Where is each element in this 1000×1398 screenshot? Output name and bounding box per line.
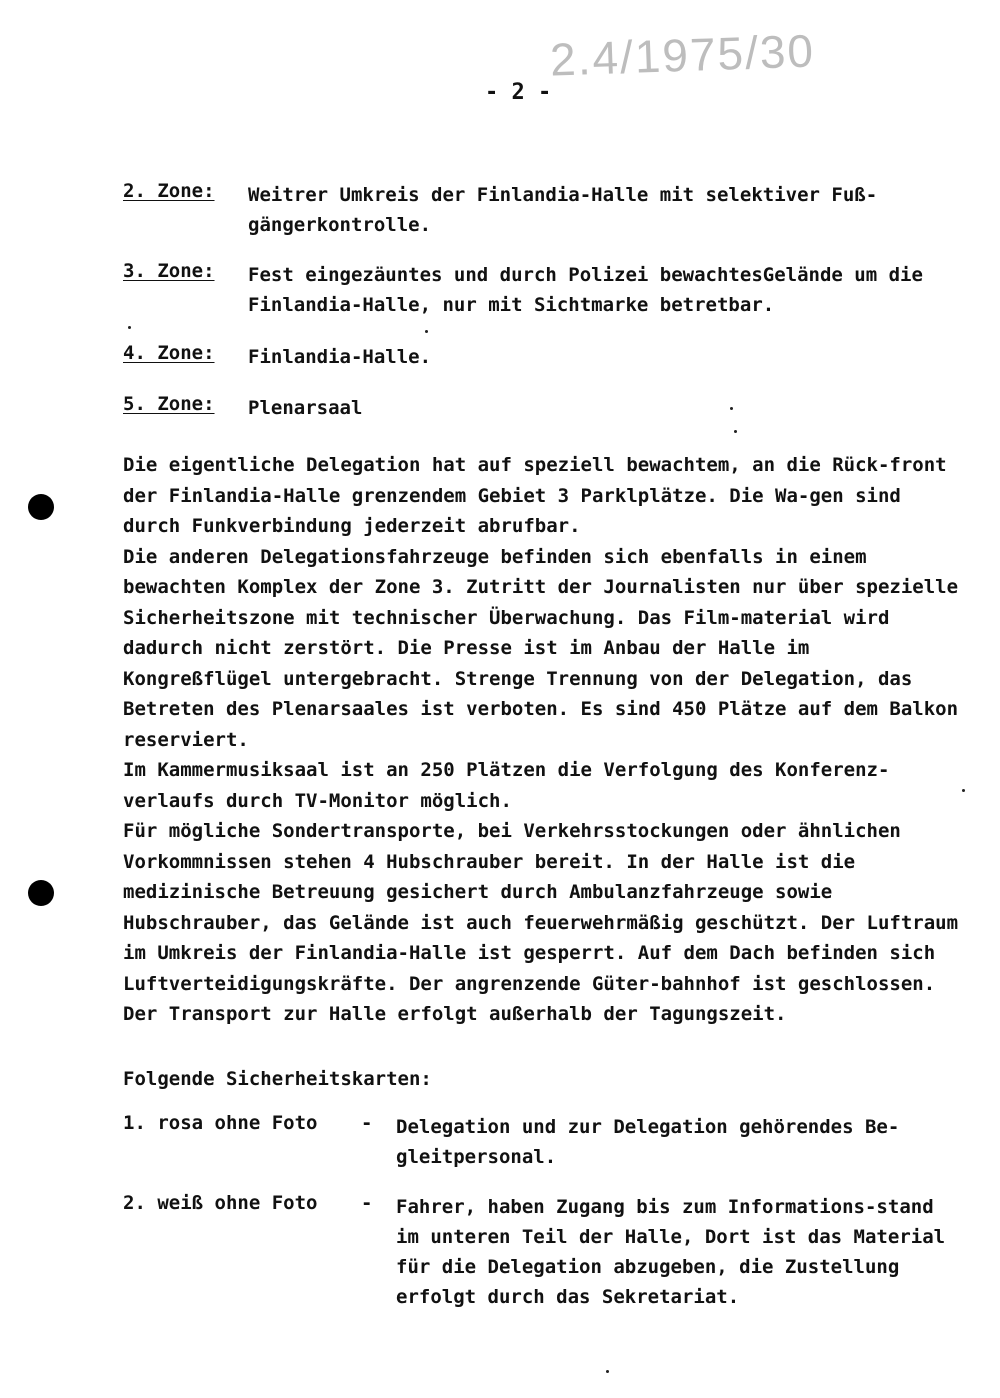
scan-speck	[128, 326, 131, 329]
zone-text: Finlandia-Halle.	[248, 346, 432, 368]
zone-text: Fest eingezäuntes und durch Polizei bewachtesGelände um die Finlandia-Halle, nur mit Sichtmarke betretbar.	[248, 264, 923, 316]
zone-label: 5. Zone:	[123, 393, 215, 415]
security-cards-heading: Folgende Sicherheitskarten:	[123, 1068, 432, 1090]
card-description: Fahrer, haben Zugang bis zum Informations-stand im unteren Teil der Halle, Dort ist das Material für die Delegation abzugeben, die Zustellung erfolgt durch das Sekretariat.	[396, 1196, 946, 1308]
paragraph-press: Die anderen Delegationsfahrzeuge befinden sich ebenfalls in einem bewachten Komplex der Zone 3. Zutritt der Journalisten nur über spezielle Sicherheitszone mit technischer Überwachung. Das Film-material wird dadurch nicht zerstört. Die Presse ist im Anbau der Halle im Kongreßflügel untergebracht. Strenge Trennung von der Delegation, das Betreten des Plenarsaales ist verboten. Es sind 450 Plätze auf dem Balkon reserviert.	[123, 545, 959, 751]
paragraph-transport-security: Für mögliche Sondertransporte, bei Verkehrsstockungen oder ähnlichen Vorkommnissen stehen 4 Hubschrauber bereit. In der Halle ist die medizinische Betreuung gesichert durch Ambulanzfahrzeuge sowie Hubschrauber, das Gelände ist auch feuerwehrmäßig geschützt. Der Luftraum im Umkreis der Finlandia-Halle ist gesperrt. Auf dem Dach befinden sich Luftverteidigungskräfte. Der angrenzende Güter-bahnhof ist geschlossen. Der Transport zur Halle erfolgt außerhalb der Tagungszeit.	[123, 820, 959, 1025]
paragraph-tv-monitor: Im Kammermusiksaal ist an 250 Plätzen die Verfolgung des Konferenz-verlaufs durch TV-Monitor möglich.	[123, 759, 890, 812]
archive-stamp: 2.4/1975/30	[549, 24, 816, 86]
punch-hole	[28, 880, 54, 906]
zone-label: 3. Zone:	[123, 260, 215, 282]
card-description: Delegation und zur Delegation gehörendes Be-gleitpersonal.	[396, 1116, 900, 1168]
punch-hole	[28, 494, 54, 520]
scan-speck	[606, 1370, 609, 1373]
card-label: 1. rosa ohne Foto	[123, 1112, 318, 1134]
scan-speck	[962, 789, 965, 792]
card-dash: -	[361, 1192, 373, 1214]
paragraph-delegation-parking: Die eigentliche Delegation hat auf speziell bewachtem, an die Rück-front der Finlandia-Halle grenzendem Gebiet 3 Parklplätze. Die Wa-gen sind durch Funkverbindung jederzeit abrufbar.	[123, 454, 947, 537]
page-number: - 2 -	[485, 80, 552, 105]
zone-label: 4. Zone:	[123, 342, 215, 364]
zone-text: Weitrer Umkreis der Finlandia-Halle mit selektiver Fuß-gängerkontrolle.	[248, 184, 878, 236]
card-dash: -	[361, 1112, 373, 1134]
scan-speck	[425, 330, 428, 333]
scan-speck	[734, 430, 737, 433]
zone-label: 2. Zone:	[123, 180, 215, 202]
zone-text: Plenarsaal	[248, 397, 363, 419]
card-label: 2. weiß ohne Foto	[123, 1192, 318, 1214]
scan-speck	[730, 407, 733, 410]
body-text	[123, 450, 963, 1030]
